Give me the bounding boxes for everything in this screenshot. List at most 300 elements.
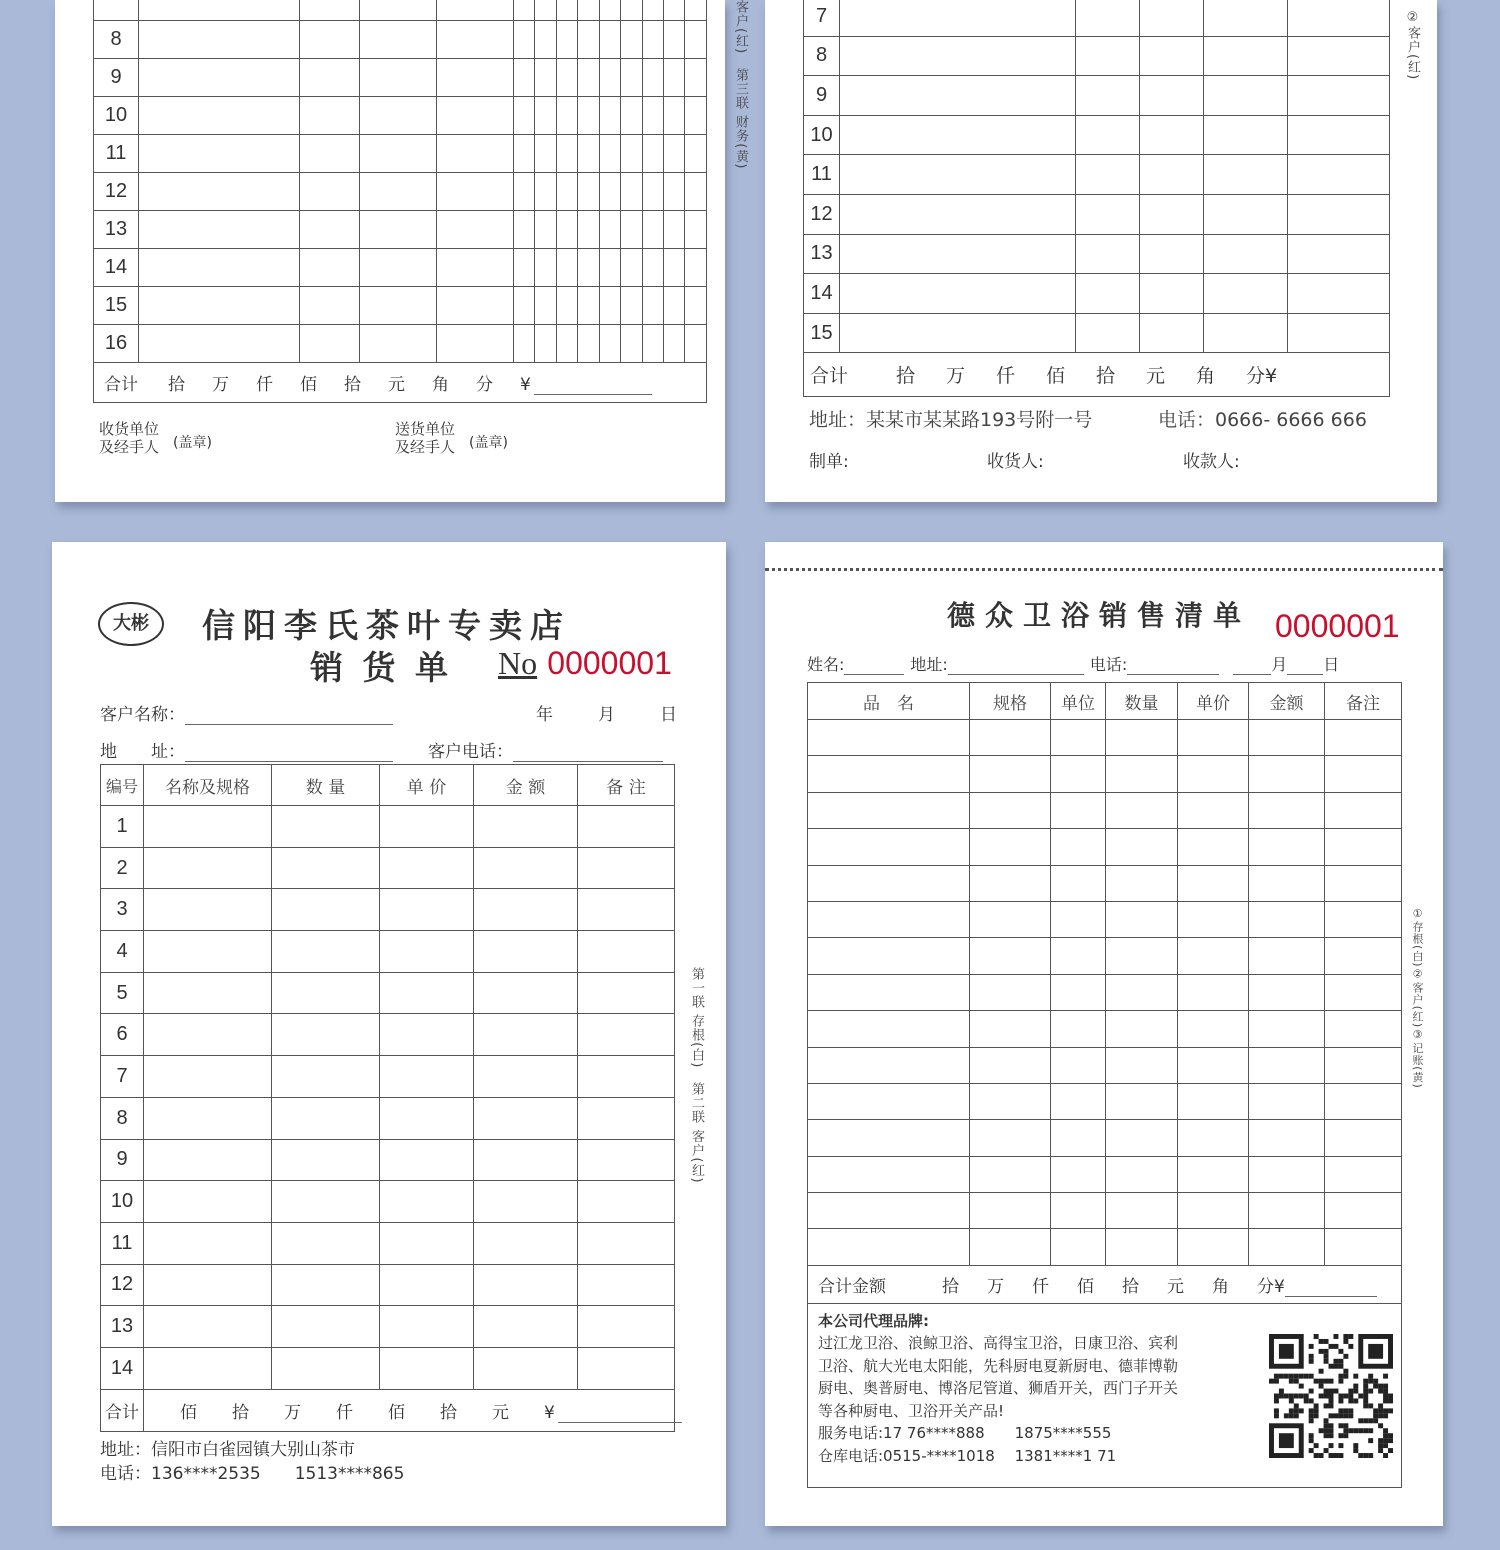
table-cell	[556, 0, 577, 21]
table-cell	[578, 1014, 675, 1056]
table-cell	[642, 325, 663, 363]
footer-address: 地址：信阳市白雀园镇大别山茶市	[100, 1440, 355, 1460]
phone-text: 电话：0666- 6666 666	[1158, 409, 1367, 431]
table-cell	[436, 97, 513, 135]
table-cell	[359, 173, 436, 211]
currency-unit: 拾	[896, 365, 916, 388]
table-cell	[685, 173, 707, 211]
table-cell	[1325, 1193, 1402, 1229]
table-cell	[1076, 0, 1140, 36]
table-row	[94, 59, 707, 97]
table-cell	[514, 21, 535, 59]
table-row	[808, 1047, 1402, 1083]
table-cell	[621, 287, 642, 325]
table-cell	[840, 274, 1076, 314]
table-cell	[1106, 1229, 1178, 1265]
table-cell	[1106, 1011, 1178, 1047]
shipper-stamp: (盖章)	[469, 435, 508, 451]
table-cell	[1076, 115, 1140, 155]
table-cell	[970, 756, 1051, 792]
copy-label-side: ①存根(白)②客户(红)③记账(黄)	[1411, 907, 1424, 1089]
copy-label-side: ②客户(红)	[1405, 10, 1420, 81]
table-cell	[1051, 792, 1106, 828]
table-cell	[144, 931, 272, 973]
table-cell	[578, 806, 675, 848]
table-cell	[380, 931, 474, 973]
table-cell	[970, 829, 1051, 865]
perforation-line	[765, 568, 1443, 571]
table-cell	[1288, 76, 1390, 116]
table-row	[808, 1120, 1402, 1156]
total-row	[101, 1389, 675, 1431]
table-cell	[664, 249, 685, 287]
table-row	[804, 115, 1390, 155]
table-cell	[1051, 938, 1106, 974]
table-cell	[1051, 829, 1106, 865]
currency-unit: 元	[492, 1402, 509, 1423]
currency-unit: ¥	[544, 1402, 555, 1423]
table-cell	[642, 287, 663, 325]
table-row	[808, 1193, 1402, 1229]
currency-unit: 分	[476, 375, 493, 395]
table-cell	[642, 173, 663, 211]
table-cell	[359, 211, 436, 249]
total-row	[804, 353, 1390, 397]
table-row	[101, 1097, 675, 1139]
consignee-block	[99, 420, 159, 456]
column-header: 单 价	[380, 765, 474, 806]
table-cell	[474, 972, 578, 1014]
copy-label-side: 客户(红) 第三联 财务(黄)	[733, 0, 748, 170]
table-cell	[1325, 865, 1402, 901]
table-cell	[808, 1011, 970, 1047]
table-cell	[1178, 901, 1249, 937]
table-cell	[436, 287, 513, 325]
table-cell	[1288, 234, 1390, 274]
table-cell	[272, 1264, 380, 1306]
table-row	[804, 274, 1390, 314]
currency-unit: 元	[388, 375, 405, 395]
table-cell	[1106, 1120, 1178, 1156]
table-cell	[1204, 0, 1288, 36]
column-header: 金额	[1249, 683, 1325, 720]
header-row	[101, 765, 675, 806]
table-cell	[556, 21, 577, 59]
total-row	[808, 1265, 1402, 1303]
table-row	[101, 1264, 675, 1306]
table-cell	[685, 0, 707, 21]
table-cell	[299, 135, 359, 173]
table-cell	[144, 1014, 272, 1056]
warehouse-phone: 仓库电话:0515-****1018 1381****1 71	[818, 1446, 1117, 1465]
table-cell	[144, 1097, 272, 1139]
table-cell	[1076, 36, 1140, 76]
table-row	[808, 1156, 1402, 1192]
table-cell	[578, 889, 675, 931]
table-cell	[1106, 1156, 1178, 1192]
table-cell	[1325, 1011, 1402, 1047]
table-cell	[1178, 1193, 1249, 1229]
table-cell	[272, 889, 380, 931]
brands-l1: 过江龙卫浴、浪鲸卫浴、高得宝卫浴，日康卫浴、宾利	[818, 1334, 1179, 1353]
brands-l2: 卫浴、航大光电太阳能，先科厨电夏新厨电、德菲博勒	[818, 1356, 1179, 1375]
column-header: 品 名	[808, 683, 970, 720]
table-cell	[599, 173, 620, 211]
table-cell	[139, 211, 300, 249]
row-number: 13	[101, 1306, 144, 1348]
table-row	[101, 1139, 675, 1181]
table-row	[101, 806, 675, 848]
table-cell	[1051, 1120, 1106, 1156]
amount-blank	[558, 1406, 682, 1423]
table-cell	[840, 194, 1076, 234]
table-cell	[139, 135, 300, 173]
date-year: 年	[536, 705, 553, 725]
receiver-label: 收货人:	[987, 452, 1044, 472]
sanitary-sales-list	[765, 542, 1443, 1526]
table-cell	[299, 59, 359, 97]
currency-unit: 佰	[1046, 365, 1066, 388]
table-cell	[578, 287, 599, 325]
table-cell	[299, 0, 359, 21]
table-cell	[970, 1193, 1051, 1229]
table-cell	[1249, 901, 1325, 937]
table-cell	[299, 173, 359, 211]
table-cell	[664, 173, 685, 211]
table-cell	[144, 847, 272, 889]
table-row	[808, 1229, 1402, 1265]
table-cell	[1178, 1156, 1249, 1192]
table-row	[94, 211, 707, 249]
table-cell	[514, 135, 535, 173]
table-cell	[1140, 194, 1204, 234]
table-cell	[359, 325, 436, 363]
table-cell	[1249, 938, 1325, 974]
table-cell	[1106, 901, 1178, 937]
table-cell	[599, 135, 620, 173]
row-number: 13	[804, 234, 840, 274]
row-number: 7	[101, 1056, 144, 1098]
column-header: 金 额	[474, 765, 578, 806]
table-cell	[808, 1120, 970, 1156]
table-cell	[578, 1306, 675, 1348]
total-row	[94, 363, 707, 403]
currency-unit: 分¥	[1257, 1276, 1285, 1297]
table-cell	[535, 249, 556, 287]
row-number: 11	[94, 135, 139, 173]
table-cell	[1076, 313, 1140, 353]
table-cell	[436, 135, 513, 173]
total-label: 合计	[101, 1389, 144, 1431]
table-cell	[1325, 901, 1402, 937]
table-cell	[1178, 865, 1249, 901]
table-cell	[1051, 865, 1106, 901]
table-row	[804, 36, 1390, 76]
table-cell	[272, 1306, 380, 1348]
row-number: 9	[94, 59, 139, 97]
table-cell	[1249, 1193, 1325, 1229]
table-cell	[299, 211, 359, 249]
serial-value: 0000001	[547, 645, 672, 681]
table-cell	[621, 135, 642, 173]
table-cell	[1106, 1047, 1178, 1083]
amount-blank	[1285, 1280, 1377, 1297]
table-cell	[380, 1097, 474, 1139]
row-number: 2	[101, 847, 144, 889]
table-cell	[970, 1120, 1051, 1156]
serial-label: No	[498, 645, 538, 681]
table-cell	[1106, 792, 1178, 828]
table-row	[94, 249, 707, 287]
table-cell	[359, 59, 436, 97]
table-row	[808, 974, 1402, 1010]
currency-unit: 佰	[180, 1402, 197, 1423]
table-cell	[642, 21, 663, 59]
table-cell	[144, 1306, 272, 1348]
table-cell	[1178, 829, 1249, 865]
table-cell	[474, 1181, 578, 1223]
table-cell	[970, 720, 1051, 756]
column-header: 名称及规格	[144, 765, 272, 806]
phone-line	[428, 737, 663, 762]
table-cell	[144, 1139, 272, 1181]
table-cell	[970, 938, 1051, 974]
table-cell	[474, 1056, 578, 1098]
brands-l4: 等各种厨电、卫浴开关产品!	[818, 1401, 1005, 1420]
currency-unit: 角	[432, 375, 449, 395]
table-cell	[514, 97, 535, 135]
table-cell	[299, 97, 359, 135]
table-cell	[474, 1097, 578, 1139]
table-cell	[808, 1156, 970, 1192]
table-cell	[535, 325, 556, 363]
table-cell	[272, 1139, 380, 1181]
table-cell	[1325, 1156, 1402, 1192]
currency-unit: 仟	[1032, 1276, 1049, 1297]
table-cell	[1076, 194, 1140, 234]
receipt-table-top-left	[93, 0, 707, 403]
table-cell	[621, 173, 642, 211]
currency-unit: 拾	[344, 375, 361, 395]
name-label: 姓名:	[807, 655, 845, 674]
table-cell	[535, 97, 556, 135]
table-cell	[1204, 234, 1288, 274]
table-cell	[621, 249, 642, 287]
table-cell	[1325, 938, 1402, 974]
table-cell	[578, 0, 599, 21]
row-number: 7	[804, 0, 840, 36]
table-cell	[514, 173, 535, 211]
table-cell	[359, 97, 436, 135]
table-cell	[642, 211, 663, 249]
table-cell	[599, 59, 620, 97]
table-cell	[1106, 720, 1178, 756]
row-number: 10	[804, 115, 840, 155]
table-cell	[685, 211, 707, 249]
table-cell	[139, 325, 300, 363]
table-row	[808, 792, 1402, 828]
table-cell	[1249, 756, 1325, 792]
receipt-sheet-top-right	[765, 0, 1437, 502]
table-cell	[621, 0, 642, 21]
address-label: 地址:	[910, 655, 948, 674]
table-cell	[380, 1306, 474, 1348]
table-cell	[535, 0, 556, 21]
table-cell	[272, 847, 380, 889]
table-row	[94, 135, 707, 173]
table-cell	[556, 59, 577, 97]
table-cell	[272, 1181, 380, 1223]
table-row	[804, 0, 1390, 36]
table-cell	[1204, 76, 1288, 116]
receipt-table-top-right	[803, 0, 1390, 397]
table-cell	[970, 792, 1051, 828]
table-cell	[474, 931, 578, 973]
table-cell	[474, 1264, 578, 1306]
table-cell	[380, 1264, 474, 1306]
table-row	[808, 756, 1402, 792]
table-cell	[1178, 1011, 1249, 1047]
consignee-label-1: 收货单位	[99, 420, 160, 438]
serial-value: 0000001	[1275, 608, 1400, 644]
table-cell	[621, 97, 642, 135]
table-cell	[578, 1264, 675, 1306]
table-cell	[139, 173, 300, 211]
table-cell	[272, 1097, 380, 1139]
table-cell	[139, 21, 300, 59]
table-cell	[840, 0, 1076, 36]
table-cell	[1051, 720, 1106, 756]
table-cell	[1325, 792, 1402, 828]
table-cell	[380, 847, 474, 889]
table-cell	[1325, 829, 1402, 865]
table-cell	[642, 135, 663, 173]
table-cell	[1249, 865, 1325, 901]
table-cell	[621, 325, 642, 363]
table-cell	[556, 249, 577, 287]
column-header: 单位	[1051, 683, 1106, 720]
table-cell	[621, 211, 642, 249]
table-cell	[1288, 155, 1390, 195]
month-label: 月	[1271, 655, 1288, 674]
table-row	[804, 76, 1390, 116]
table-cell	[664, 325, 685, 363]
table-cell	[664, 135, 685, 173]
customer-name-line	[100, 700, 393, 725]
table-cell	[380, 889, 474, 931]
table-cell	[299, 325, 359, 363]
table-cell	[840, 76, 1076, 116]
table-row	[804, 234, 1390, 274]
table-cell	[808, 1193, 970, 1229]
table-cell	[578, 847, 675, 889]
table-cell	[144, 1181, 272, 1223]
table-cell	[272, 1347, 380, 1389]
table-cell	[1051, 974, 1106, 1010]
table-cell	[535, 173, 556, 211]
currency-unit: 仟	[256, 375, 273, 395]
table-cell	[1106, 756, 1178, 792]
table-cell	[144, 806, 272, 848]
currency-unit: 角	[1196, 365, 1216, 388]
copy-label-side: 第一联 存根(白) 第二联 客户(红)	[689, 967, 704, 1184]
table-cell	[535, 211, 556, 249]
shipper-label-2: 及经手人	[395, 438, 456, 456]
table-cell	[1140, 36, 1204, 76]
table-cell	[380, 1222, 474, 1264]
table-cell	[1249, 1083, 1325, 1119]
table-row	[101, 1014, 675, 1056]
table-cell	[299, 21, 359, 59]
footer-phone: 电话：136****2535 1513****865	[100, 1464, 405, 1484]
table-cell	[1051, 1011, 1106, 1047]
table-cell	[664, 211, 685, 249]
table-cell	[578, 173, 599, 211]
table-cell	[1204, 36, 1288, 76]
brands-l3: 厨电、奥普厨电、博洛尼管道、狮盾开关，西门子开关	[818, 1379, 1179, 1398]
table-cell	[514, 325, 535, 363]
qr-code-icon	[1269, 1334, 1393, 1458]
table-cell	[144, 1222, 272, 1264]
row-number: 5	[101, 972, 144, 1014]
brand-logo: 大彬	[98, 602, 164, 646]
table-cell	[664, 21, 685, 59]
column-header: 编号	[101, 765, 144, 806]
currency-unit: 佰	[300, 375, 317, 395]
table-cell	[642, 0, 663, 21]
currency-unit: 拾	[440, 1402, 457, 1423]
list-title: 德众卫浴销售清单	[947, 599, 1252, 632]
table-cell	[1288, 313, 1390, 353]
table-cell	[1051, 1229, 1106, 1265]
table-cell	[535, 21, 556, 59]
row-number: 12	[804, 194, 840, 234]
table-cell	[1325, 1083, 1402, 1119]
currency-unit: 分¥	[1246, 365, 1278, 388]
table-cell	[808, 1047, 970, 1083]
total-label: 合计	[104, 375, 138, 395]
table-cell	[1051, 901, 1106, 937]
table-cell	[808, 720, 970, 756]
row-number: 13	[94, 211, 139, 249]
currency-unit: 佰	[1077, 1276, 1094, 1297]
table-cell	[685, 135, 707, 173]
table-row	[94, 287, 707, 325]
table-cell	[359, 135, 436, 173]
table-cell	[808, 974, 970, 1010]
table-cell	[599, 325, 620, 363]
table-cell	[664, 97, 685, 135]
table-cell	[139, 0, 300, 21]
table-cell	[359, 287, 436, 325]
column-header: 数 量	[272, 765, 380, 806]
maker-label: 制单:	[809, 452, 849, 472]
currency-unit: 万	[946, 365, 966, 388]
table-cell	[642, 249, 663, 287]
table-cell	[556, 135, 577, 173]
table-row	[101, 931, 675, 973]
currency-unit: 拾	[942, 1276, 959, 1297]
slip-subtitle: 销 货 单	[310, 648, 452, 687]
table-cell	[685, 97, 707, 135]
table-cell	[578, 972, 675, 1014]
address-label: 地 址：	[100, 742, 185, 762]
column-header: 备注	[1325, 683, 1402, 720]
table-cell	[1249, 720, 1325, 756]
table-cell	[144, 1264, 272, 1306]
table-cell	[1249, 792, 1325, 828]
table-cell	[642, 97, 663, 135]
